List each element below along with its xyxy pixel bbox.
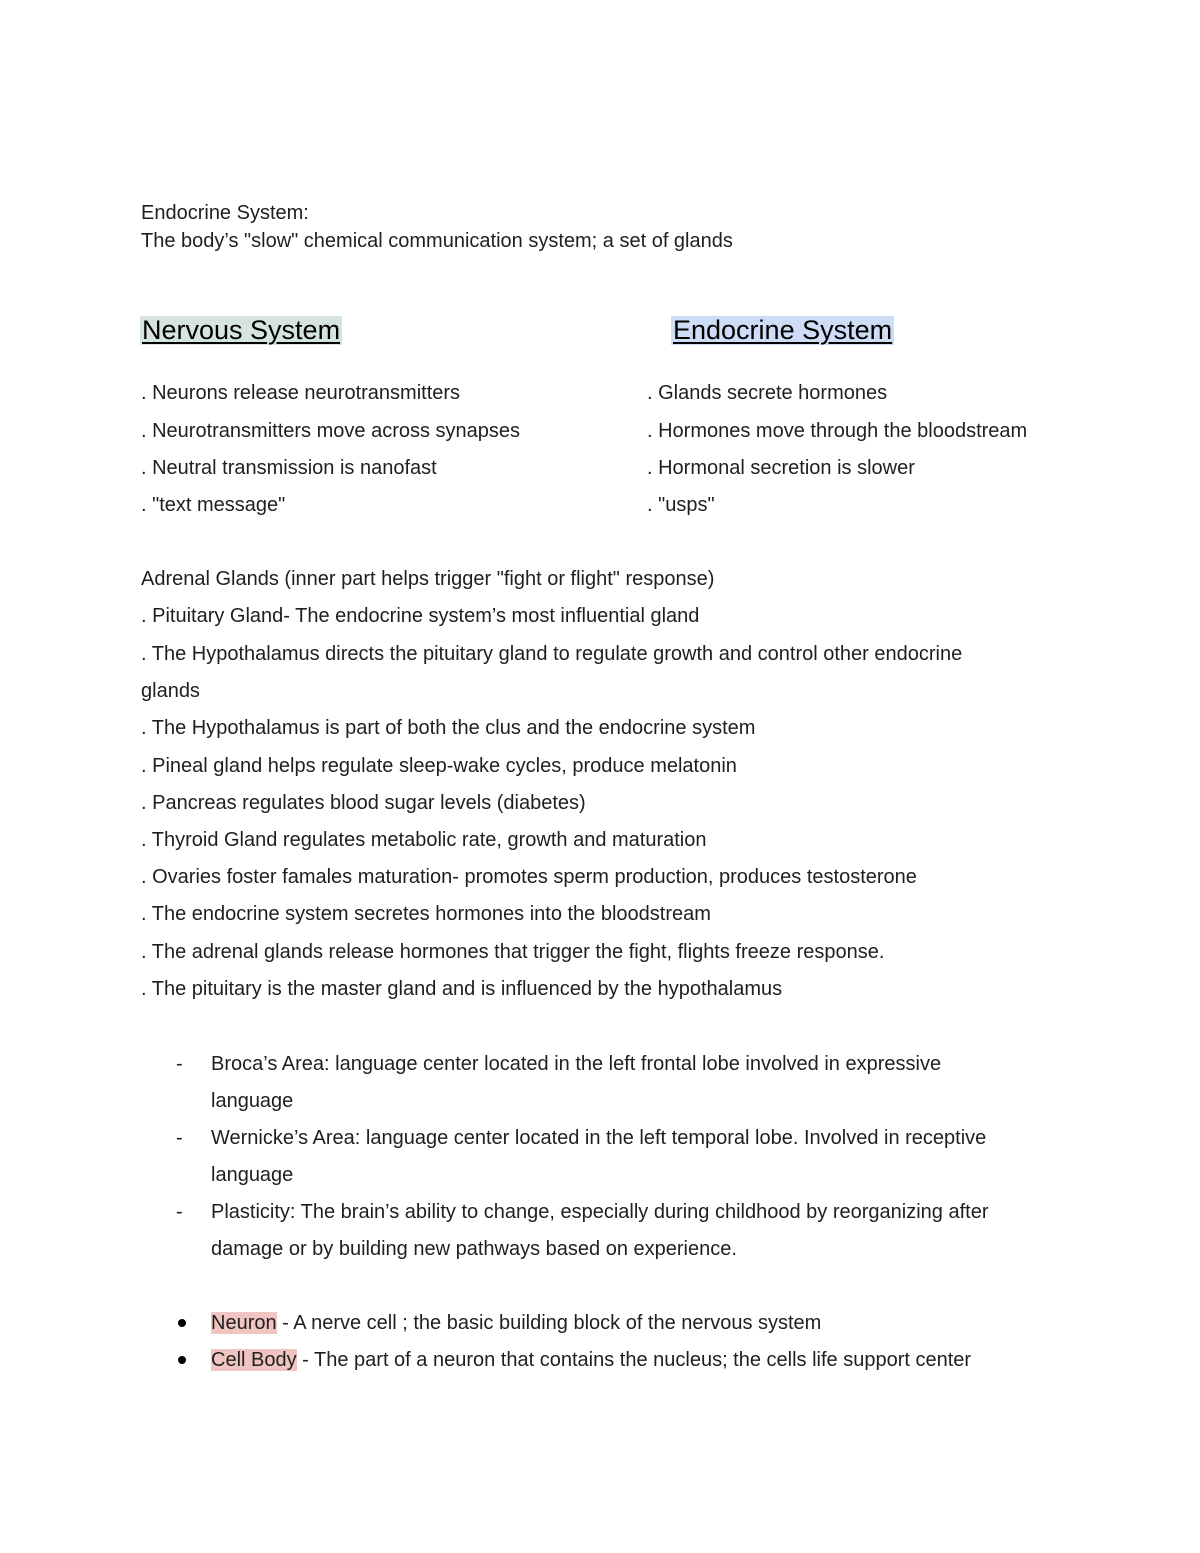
term-definition: - A nerve cell ; the basic building block of the nervous system (276, 1312, 822, 1334)
glands-line: . The adrenal glands release hormones that trigger the fight, flights freeze response. (141, 941, 885, 963)
endocrine-system-heading: Endocrine System (673, 315, 893, 345)
term-item (211, 1350, 971, 1370)
bullet-dot-icon (178, 1319, 186, 1327)
dash-item-line: Broca’s Area: language center located in the left frontal lobe involved in expressive (211, 1053, 942, 1075)
glands-line: . Thyroid Gland regulates metabolic rate, growth and maturation (141, 829, 707, 851)
dash-marker: - (176, 1201, 183, 1223)
nervous-item: . Neurotransmitters move across synapses (141, 420, 521, 442)
glands-line: . Ovaries foster famales maturation- promotes sperm production, produces testosterone (141, 866, 917, 888)
glands-line: . Pineal gland helps regulate sleep-wake cycles, produce melatonin (141, 755, 737, 777)
glands-lead: Adrenal Glands (inner part helps trigger "fight or flight" response) (141, 568, 715, 590)
dash-item-line: damage or by building new pathways based on experience. (211, 1238, 737, 1260)
term-highlight: Neuron (211, 1312, 277, 1334)
glands-line: . The endocrine system secretes hormones into the bloodstream (141, 903, 711, 925)
glands-line: . Pituitary Gland- The endocrine system’s most influential gland (141, 605, 700, 627)
dash-marker: - (176, 1127, 183, 1149)
dash-marker: - (176, 1053, 183, 1075)
term-item (211, 1313, 821, 1333)
intro-title: Endocrine System: (141, 202, 309, 224)
endocrine-item: . Glands secrete hormones (647, 382, 888, 404)
dash-item-line: Wernicke’s Area: language center located in the left temporal lobe. Involved in receptive (211, 1127, 987, 1149)
nervous-item: . Neutral transmission is nanofast (141, 457, 437, 479)
glands-line: . The Hypothalamus is part of both the clus and the endocrine system (141, 717, 756, 739)
term-definition: - The part of a neuron that contains the nucleus; the cells life support center (296, 1349, 972, 1371)
glands-line: . Pancreas regulates blood sugar levels (diabetes) (141, 792, 586, 814)
dash-item-line: language (211, 1090, 294, 1112)
term-highlight: Cell Body (211, 1349, 297, 1371)
bullet-dot-icon (178, 1356, 186, 1364)
glands-line: glands (141, 680, 200, 702)
endocrine-item: . Hormones move through the bloodstream (647, 420, 1028, 442)
dash-item-line: language (211, 1164, 294, 1186)
glands-line: . The Hypothalamus directs the pituitary gland to regulate growth and control other endocrine (141, 643, 963, 665)
endocrine-item: . "usps" (647, 494, 715, 516)
endocrine-item: . Hormonal secretion is slower (647, 457, 915, 479)
dash-item-line: Plasticity: The brain’s ability to change, especially during childhood by reorganizing after (211, 1201, 989, 1223)
nervous-item: . "text message" (141, 494, 286, 516)
nervous-system-heading: Nervous System (142, 315, 341, 345)
nervous-item: . Neurons release neurotransmitters (141, 382, 461, 404)
intro-definition: The body’s "slow" chemical communication system; a set of glands (141, 230, 733, 252)
glands-line: . The pituitary is the master gland and is influenced by the hypothalamus (141, 978, 783, 1000)
